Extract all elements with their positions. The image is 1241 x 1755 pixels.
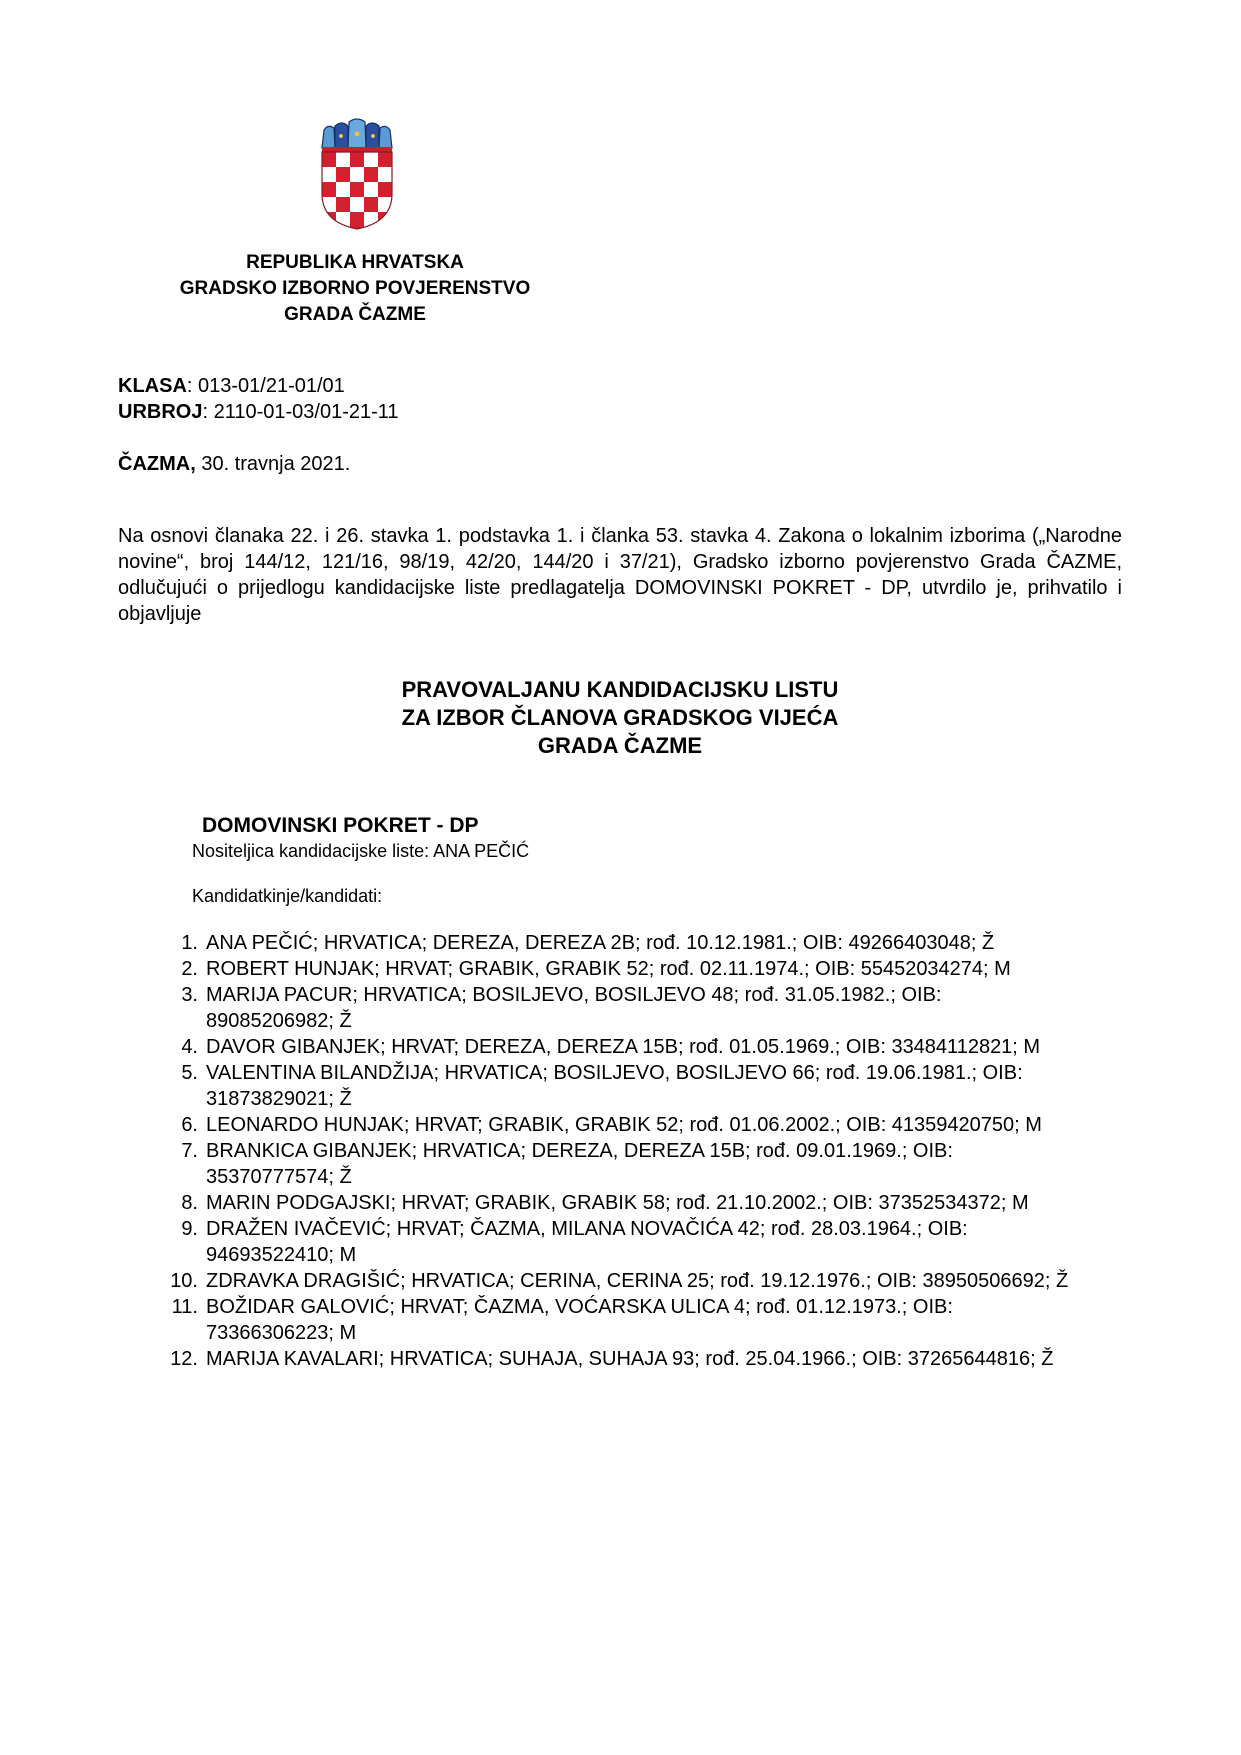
document-title xyxy=(118,676,1122,760)
candidate-number: 5. xyxy=(181,1062,198,1084)
candidate-item xyxy=(150,1216,1074,1268)
issuer-line-city: GRADA ČAZME xyxy=(284,304,426,325)
candidate-number: 9. xyxy=(181,1218,198,1240)
candidate-text: BOŽIDAR GALOVIĆ; HRVAT; ČAZMA, VOĆARSKA ULICA 4; rođ. 01.12.1973.; OIB: 73366306223; M xyxy=(206,1296,953,1344)
title-line-2: ZA IZBOR ČLANOVA GRADSKOG VIJEĆA xyxy=(401,705,839,730)
candidate-text: MARIJA KAVALARI; HRVATICA; SUHAJA, SUHAJA 93; rođ. 25.04.1966.; OIB: 37265644816; Ž xyxy=(206,1348,1054,1370)
candidate-text: VALENTINA BILANDŽIJA; HRVATICA; BOSILJEVO, BOSILJEVO 66; rođ. 19.06.1981.; OIB: 31873829021; Ž xyxy=(206,1062,1023,1110)
candidate-text: ZDRAVKA DRAGIŠIĆ; HRVATICA; CERINA, CERINA 25; rođ. 19.12.1976.; OIB: 38950506692; Ž xyxy=(206,1270,1069,1292)
candidate-list xyxy=(150,930,1120,1372)
issuer-line-commission: GRADSKO IZBORNO POVJERENSTVO xyxy=(179,278,531,299)
issuer-header xyxy=(140,250,570,328)
candidate-item xyxy=(150,1268,1074,1294)
candidate-text: MARIN PODGAJSKI; HRVAT; GRABIK, GRABIK 58; rođ. 21.10.2002.; OIB: 37352534372; M xyxy=(206,1192,1029,1214)
candidate-item xyxy=(150,1294,1074,1346)
candidate-item xyxy=(150,1112,1074,1138)
candidate-number: 4. xyxy=(181,1036,198,1058)
candidate-number: 12. xyxy=(170,1348,198,1370)
title-line-3: GRADA ČAZME xyxy=(537,733,703,758)
klasa-line xyxy=(118,373,345,399)
candidate-number: 8. xyxy=(181,1192,198,1214)
candidate-number: 1. xyxy=(181,932,198,954)
candidate-number: 11. xyxy=(171,1296,198,1318)
place-date-line xyxy=(118,451,350,477)
urbroj-label: URBROJ xyxy=(118,401,203,423)
candidate-item xyxy=(150,1060,1074,1112)
urbroj-line xyxy=(118,399,399,425)
candidates-label: Kandidatkinje/kandidati: xyxy=(192,886,383,906)
candidate-number: 6. xyxy=(181,1114,198,1136)
candidate-text: MARIJA PACUR; HRVATICA; BOSILJEVO, BOSILJEVO 48; rođ. 31.05.1982.; OIB: 89085206982; Ž xyxy=(206,984,942,1032)
urbroj-value: : 2110-01-03/01-21-11 xyxy=(202,401,399,423)
candidate-text: ANA PEČIĆ; HRVATICA; DEREZA, DEREZA 2B; rođ. 10.12.1981.; OIB: 49266403048; Ž xyxy=(206,932,995,954)
klasa-label: KLASA xyxy=(118,375,187,397)
candidate-number: 3. xyxy=(181,984,198,1006)
list-holder: Nositeljica kandidacijske liste: ANA PEČIĆ xyxy=(192,841,530,861)
title-line-1: PRAVOVALJANU KANDIDACIJSKU LISTU xyxy=(401,677,839,702)
candidate-number: 2. xyxy=(181,958,198,980)
place-label: ČAZMA, xyxy=(118,453,196,475)
candidate-item xyxy=(150,982,1074,1034)
klasa-value: : 013-01/21-01/01 xyxy=(186,375,345,397)
candidate-number: 7. xyxy=(181,1140,198,1162)
candidate-item xyxy=(150,1190,1074,1216)
preamble-paragraph: Na osnovi članaka 22. i 26. stavka 1. podstavka 1. i članka 53. stavka 4. Zakona o lokalnim izborima („Narodne novine“, broj 144/12, 121/16, 98/19, 42/20, 144/20 i 37/21), Gradsko izborno povjerenstvo Grada ČAZME, odlučujući o prijedlogu kandidacijske liste predlagatelja DOMOVINSKI POKRET - DP, utvrdilo je, prihvatilo i objavljuje xyxy=(118,525,1122,625)
candidate-text: DRAŽEN IVAČEVIĆ; HRVAT; ČAZMA, MILANA NOVAČIĆA 42; rođ. 28.03.1964.; OIB: 94693522410; M xyxy=(206,1218,968,1266)
document-date: 30. travnja 2021. xyxy=(195,453,351,475)
candidate-number: 10. xyxy=(170,1270,198,1292)
candidate-text: BRANKICA GIBANJEK; HRVATICA; DEREZA, DEREZA 15B; rođ. 09.01.1969.; OIB: 35370777574; Ž xyxy=(206,1140,953,1188)
candidate-item xyxy=(150,1346,1074,1372)
candidate-text: ROBERT HUNJAK; HRVAT; GRABIK, GRABIK 52; rođ. 02.11.1974.; OIB: 55452034274; M xyxy=(206,958,1011,980)
issuer-line-republic: REPUBLIKA HRVATSKA xyxy=(246,252,464,273)
candidate-text: LEONARDO HUNJAK; HRVAT; GRABIK, GRABIK 52; rođ. 01.06.2002.; OIB: 41359420750; M xyxy=(206,1114,1042,1136)
candidate-item xyxy=(150,1138,1074,1190)
candidate-item xyxy=(150,930,1074,956)
candidate-item xyxy=(150,956,1074,982)
croatian-coat-of-arms-icon xyxy=(316,118,398,230)
candidate-text: DAVOR GIBANJEK; HRVAT; DEREZA, DEREZA 15B; rođ. 01.05.1969.; OIB: 33484112821; M xyxy=(206,1036,1041,1058)
party-name: DOMOVINSKI POKRET - DP xyxy=(202,814,479,837)
candidate-item xyxy=(150,1034,1074,1060)
